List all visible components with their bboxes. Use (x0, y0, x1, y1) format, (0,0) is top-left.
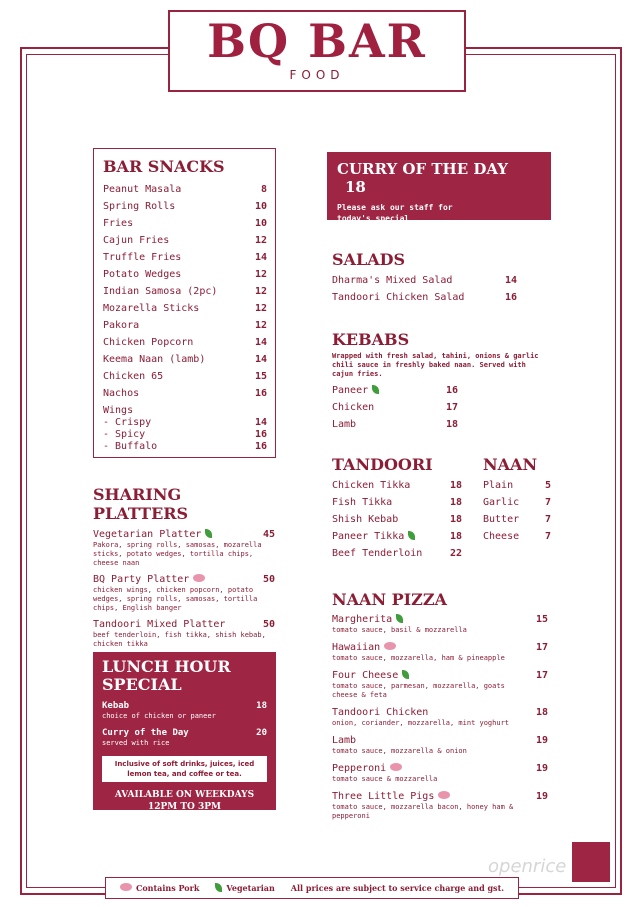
tandoori-item-name-wrap (332, 511, 398, 528)
platter-price: 50 (262, 619, 275, 630)
wings-option-price: 16 (254, 429, 267, 440)
pizza-name-wrap (332, 669, 409, 682)
wings-label: Wings (103, 405, 134, 416)
kebab-item-name: Paneer (332, 385, 369, 396)
snack-item (103, 232, 267, 249)
snack-item (103, 249, 267, 266)
pizza-name-wrap (332, 706, 428, 719)
tandoori-item-name-wrap (332, 545, 422, 562)
salad-item (332, 272, 517, 289)
salad-item-price: 14 (504, 275, 517, 286)
leaf-icon (396, 614, 403, 623)
pig-icon (390, 763, 402, 771)
snack-item-name: Spring Rolls (103, 201, 176, 212)
naan-pizza-section (332, 590, 548, 827)
snack-item-name-wrap (103, 351, 205, 368)
platter-name: Tandoori Mixed Platter (93, 619, 226, 630)
leaf-icon (372, 385, 379, 394)
bar-snacks-title: BAR SNACKS (103, 157, 225, 176)
pizza-name: Pepperoni (332, 763, 387, 774)
wings-option (103, 417, 267, 429)
snack-item (103, 385, 267, 402)
lunch-item (102, 700, 267, 712)
tandoori-item-price: 18 (449, 531, 462, 542)
wings-option-name: - Buffalo (103, 441, 158, 452)
snack-item-price: 14 (254, 337, 267, 348)
platter-desc: Pakora, spring rolls, samosas, mozarella sticks, potato wedges, tortilla chips, cheese naan (93, 541, 262, 567)
snack-item-name-wrap (103, 198, 175, 215)
kebab-item (332, 416, 458, 433)
kebab-item (332, 399, 458, 416)
leaf-icon (402, 670, 409, 679)
tandoori-item-name-wrap (332, 477, 410, 494)
pizza-item (332, 762, 548, 784)
naan-pizza-list (332, 613, 548, 821)
naan-list (483, 477, 551, 545)
snack-item (103, 334, 267, 351)
naan-item (483, 528, 551, 545)
snack-item-price: 16 (254, 388, 267, 399)
kebabs-title: KEBABS (332, 330, 410, 349)
snack-item (103, 266, 267, 283)
snack-item-name-wrap (103, 232, 169, 249)
naan-item-name: Butter (483, 514, 520, 525)
tandoori-item (332, 477, 462, 494)
snack-item-name: Potato Wedges (103, 269, 182, 280)
pizza-price: 18 (535, 707, 548, 718)
pizza-price: 17 (535, 642, 548, 653)
pizza-desc: onion, coriander, mozzarella, mint yoghurt (332, 719, 510, 727)
restaurant-name: BQ BAR (207, 14, 427, 68)
pizza-row (332, 790, 548, 803)
wings-option-name: - Spicy (103, 429, 146, 440)
pizza-item (332, 706, 548, 728)
platter-name-wrap (93, 574, 205, 586)
lunch-availability-hours: 12PM TO 3PM (147, 802, 222, 812)
pizza-name: Tandoori Chicken (332, 707, 429, 718)
platter-desc: beef tenderloin, fish tikka, shish kebab, chicken tikka (93, 631, 266, 648)
pizza-name-wrap (332, 790, 450, 803)
naan-item-name-wrap (483, 477, 513, 494)
leaf-icon (205, 529, 212, 538)
pizza-name-wrap (332, 762, 402, 775)
pizza-price: 15 (535, 614, 548, 625)
watermark-text: openrice (488, 856, 567, 877)
snack-item (103, 368, 267, 385)
naan-item-name: Cheese (483, 531, 520, 542)
tandoori-list (332, 477, 462, 562)
legend-veg (215, 883, 274, 893)
restaurant-subtitle: FOOD (289, 68, 345, 82)
snack-item-price: 14 (254, 354, 267, 365)
snack-item-name: Indian Samosa (2pc) (103, 286, 218, 297)
kebab-item-name: Lamb (332, 419, 357, 430)
leaf-icon (215, 883, 222, 892)
pizza-item (332, 641, 548, 663)
wings-option-price: 16 (254, 441, 267, 452)
snack-item (103, 351, 267, 368)
naan-item-name-wrap (483, 511, 519, 528)
pizza-price: 19 (535, 763, 548, 774)
pizza-name: Three Little Pigs (332, 791, 435, 802)
salad-item-price: 16 (504, 292, 517, 303)
tandoori-section (332, 455, 462, 562)
snack-item-price: 12 (254, 286, 267, 297)
snack-item-price: 12 (254, 303, 267, 314)
snack-item-name-wrap (103, 181, 181, 198)
lunch-item-name: Curry of the Day (102, 728, 189, 738)
wings-option (103, 429, 267, 441)
platter-row (93, 574, 279, 586)
tandoori-item-price: 22 (449, 548, 462, 559)
lunch-item-desc: choice of chicken or paneer (102, 712, 216, 720)
pig-icon (120, 883, 132, 891)
snack-item-price: 12 (254, 235, 267, 246)
naan-item (483, 477, 551, 494)
tandoori-item-name: Fish Tikka (332, 497, 393, 508)
curry-title-row (337, 160, 541, 196)
pizza-desc: tomato sauce, basil & mozzarella (332, 626, 467, 634)
lunch-availability-days: AVAILABLE ON WEEKDAYS (114, 790, 255, 800)
snack-item-price: 14 (254, 252, 267, 263)
lunch-item-name: Kebab (102, 701, 130, 711)
tandoori-title: TANDOORI (332, 455, 433, 474)
salads-list (332, 272, 517, 306)
legend-veg-label: Vegetarian (226, 883, 275, 893)
salad-item-name: Tandoori Chicken Salad (332, 292, 465, 303)
snack-item-name: Cajun Fries (103, 235, 170, 246)
logo (168, 10, 466, 92)
tandoori-item-name: Beef Tenderloin (332, 548, 423, 559)
lunch-item-price: 18 (256, 701, 267, 711)
tandoori-item (332, 545, 462, 562)
curry-desc-line2: today's special (337, 214, 410, 223)
snack-item (103, 317, 267, 334)
kebab-item-name: Chicken (332, 402, 375, 413)
snack-item-name-wrap (103, 300, 199, 317)
snack-item-name: Fries (103, 218, 134, 229)
tandoori-item-name: Chicken Tikka (332, 480, 411, 491)
pizza-row (332, 762, 548, 775)
pizza-desc: tomato sauce, mozzarella bacon, honey ham & pepperoni (332, 803, 514, 820)
snack-item-price: 8 (260, 184, 267, 195)
curry-price: 18 (345, 178, 366, 196)
snack-item-name-wrap (103, 317, 139, 334)
pizza-desc: tomato sauce, parmesan, mozzarella, goats cheese & feta (332, 682, 505, 699)
kebab-item-price: 17 (445, 402, 458, 413)
lunch-title-line2: SPECIAL (102, 675, 182, 694)
kebab-item-price: 18 (445, 419, 458, 430)
snack-item-name: Pakora (103, 320, 140, 331)
sharing-platters-section (93, 485, 279, 655)
kebabs-list (332, 382, 458, 433)
pig-icon (438, 791, 450, 799)
naan-section (483, 455, 551, 545)
naan-item-name: Garlic (483, 497, 520, 508)
snack-item-price: 10 (254, 218, 267, 229)
salad-item-name-wrap (332, 289, 464, 306)
naan-pizza-title: NAAN PIZZA (332, 590, 447, 609)
snack-item-name: Truffle Fries (103, 252, 182, 263)
pizza-item (332, 734, 548, 756)
lunch-items (102, 700, 267, 748)
platter-row (93, 619, 279, 631)
platter-price: 45 (262, 529, 275, 540)
legend-price-note: All prices are subject to service charge and gst. (290, 883, 505, 893)
pizza-name: Hawaiian (332, 642, 381, 653)
snack-item-name-wrap (103, 215, 133, 232)
pizza-row (332, 734, 548, 747)
bar-snacks-list (103, 181, 267, 402)
platter-item (93, 619, 279, 649)
tandoori-item-price: 18 (449, 497, 462, 508)
sharing-platters-list (93, 529, 279, 649)
legend-pork (120, 883, 199, 893)
tandoori-item (332, 511, 462, 528)
tandoori-item-name-wrap (332, 528, 415, 545)
snack-item (103, 283, 267, 300)
snack-item-name-wrap (103, 334, 193, 351)
platter-name: Vegetarian Platter (93, 529, 202, 540)
snack-item-name-wrap (103, 368, 163, 385)
naan-item (483, 494, 551, 511)
naan-item-name: Plain (483, 480, 514, 491)
kebab-item-price: 16 (445, 385, 458, 396)
pizza-row (332, 669, 548, 682)
wings-options (103, 417, 267, 453)
snack-item-name: Chicken Popcorn (103, 337, 194, 348)
pizza-item (332, 669, 548, 700)
snack-item-name: Peanut Masala (103, 184, 182, 195)
pig-icon (384, 642, 396, 650)
snack-item-name-wrap (103, 266, 181, 283)
pizza-desc: tomato sauce & mozzarella (332, 775, 438, 783)
platter-name: BQ Party Platter (93, 574, 190, 585)
tandoori-item (332, 528, 462, 545)
leaf-icon (408, 531, 415, 540)
snack-item-price: 12 (254, 269, 267, 280)
platter-price: 50 (262, 574, 275, 585)
naan-item-name-wrap (483, 528, 519, 545)
salad-item-name: Dharma's Mixed Salad (332, 275, 453, 286)
lunch-special-section (93, 652, 276, 810)
legend-pork-label: Contains Pork (135, 883, 200, 893)
snack-item-price: 10 (254, 201, 267, 212)
tandoori-item-price: 18 (449, 480, 462, 491)
curry-desc (337, 202, 541, 224)
pizza-row (332, 613, 548, 626)
naan-item-price: 7 (544, 531, 551, 542)
pizza-name: Lamb (332, 735, 357, 746)
pizza-name: Margherita (332, 614, 393, 625)
pizza-name-wrap (332, 613, 403, 626)
pizza-name-wrap (332, 734, 356, 747)
sharing-platters-title: SHARING PLATTERS (93, 485, 189, 523)
tandoori-item (332, 494, 462, 511)
platter-item (93, 574, 279, 613)
platter-name-wrap (93, 619, 225, 631)
wings-option (103, 441, 267, 453)
salad-item (332, 289, 517, 306)
platter-item (93, 529, 279, 568)
pizza-price: 19 (535, 791, 548, 802)
kebabs-desc: Wrapped with fresh salad, tahini, onions & garlic chili sauce in freshly baked naan. Served with cajun fries. (332, 352, 539, 378)
pizza-name-wrap (332, 641, 396, 654)
pig-icon (193, 574, 205, 582)
naan-item-name-wrap (483, 494, 519, 511)
snack-item-name: Chicken 65 (103, 371, 164, 382)
snack-item-name: Nachos (103, 388, 140, 399)
curry-title: CURRY OF THE DAY (337, 160, 508, 178)
lunch-item-price: 20 (256, 728, 267, 738)
curry-desc-line1: Please ask our staff for (337, 203, 453, 212)
snack-item-name-wrap (103, 249, 181, 266)
legend-footer (105, 877, 519, 899)
platter-name-wrap (93, 529, 212, 541)
platter-desc: chicken wings, chicken popcorn, potato wedges, spring rolls, samosas, tortilla chips, English banger (93, 586, 258, 612)
pizza-row (332, 641, 548, 654)
snack-item-name: Keema Naan (lamb) (103, 354, 206, 365)
salads-title: SALADS (332, 250, 406, 269)
wings-row (103, 404, 267, 417)
snack-item (103, 215, 267, 232)
pizza-price: 19 (535, 735, 548, 746)
tandoori-item-name: Shish Kebab (332, 514, 399, 525)
pizza-item (332, 790, 548, 821)
pizza-name: Four Cheese (332, 670, 399, 681)
salads-section (332, 250, 547, 306)
snack-item (103, 300, 267, 317)
bar-snacks-section (93, 148, 276, 458)
pizza-row (332, 706, 548, 719)
platter-row (93, 529, 279, 541)
kebabs-section (332, 330, 547, 433)
pizza-desc: tomato sauce, mozzarella & onion (332, 747, 467, 755)
snack-item (103, 198, 267, 215)
snack-item-name-wrap (103, 385, 139, 402)
naan-item (483, 511, 551, 528)
naan-item-price: 7 (544, 514, 551, 525)
tandoori-item-name-wrap (332, 494, 392, 511)
snack-item-name: Mozarella Sticks (103, 303, 200, 314)
kebab-item (332, 382, 458, 399)
tandoori-item-name: Paneer Tikka (332, 531, 405, 542)
kebab-item-name-wrap (332, 399, 374, 416)
naan-item-price: 7 (544, 497, 551, 508)
pizza-desc: tomato sauce, mozzarella, ham & pineapple (332, 654, 505, 662)
corner-decoration (572, 842, 610, 882)
lunch-availability (102, 789, 267, 813)
snack-item-price: 15 (254, 371, 267, 382)
wings-option-price: 14 (254, 417, 267, 428)
snack-item-price: 12 (254, 320, 267, 331)
salad-item-name-wrap (332, 272, 452, 289)
curry-of-the-day-section (327, 152, 551, 223)
lunch-title-line1: LUNCH HOUR (102, 657, 231, 676)
pizza-price: 17 (535, 670, 548, 681)
wings-option-name: - Crispy (103, 417, 152, 428)
kebab-item-name-wrap (332, 416, 356, 433)
lunch-item (102, 727, 267, 739)
tandoori-item-price: 18 (449, 514, 462, 525)
naan-title: NAAN (483, 455, 538, 474)
kebab-item-name-wrap (332, 382, 379, 399)
lunch-item-desc: served with rice (102, 739, 170, 747)
lunch-note: Inclusive of soft drinks, juices, iced lemon tea, and coffee or tea. (102, 756, 267, 782)
naan-item-price: 5 (544, 480, 551, 491)
pizza-item (332, 613, 548, 635)
snack-item (103, 181, 267, 198)
snack-item-name-wrap (103, 283, 217, 300)
